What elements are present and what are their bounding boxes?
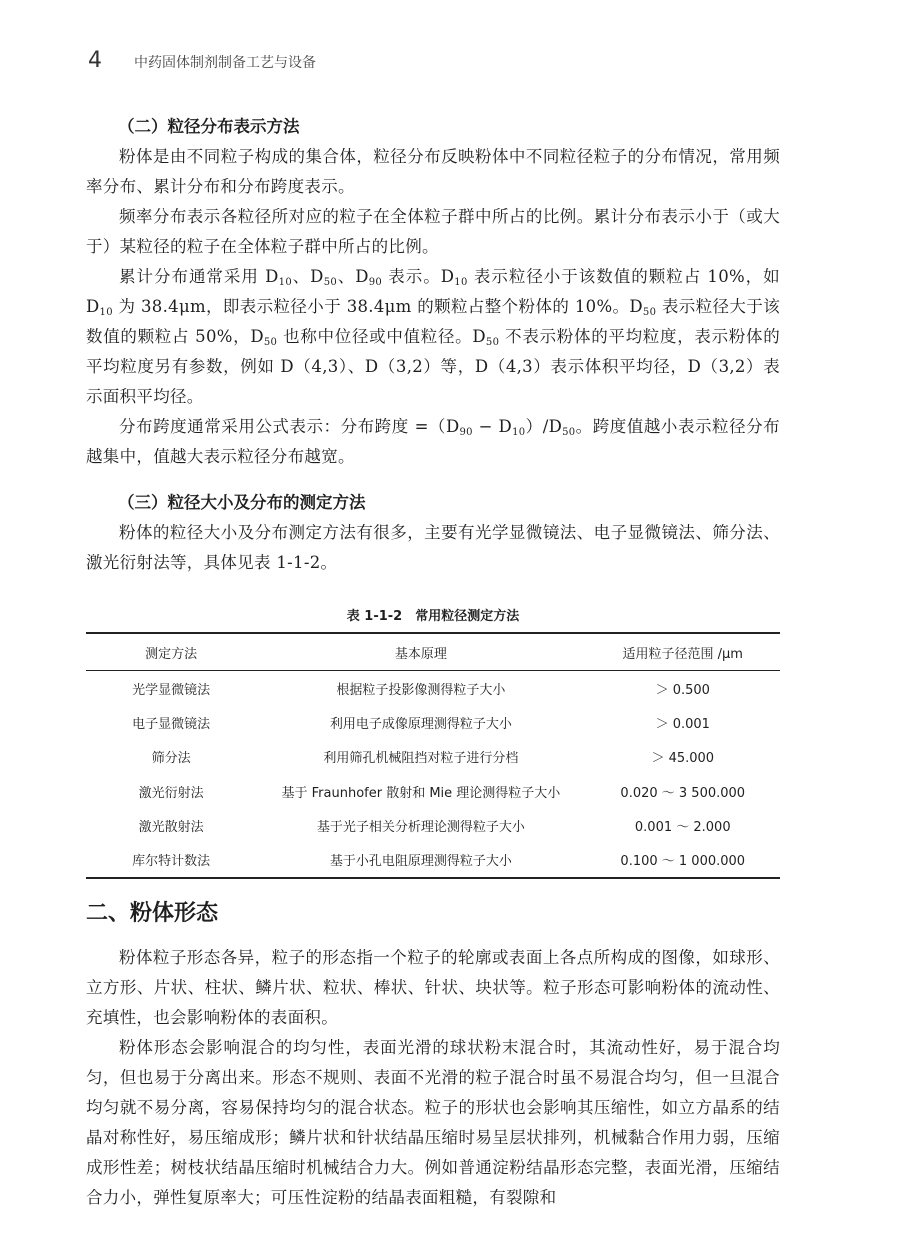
paragraph-measurement-methods: 粉体的粒径大小及分布测定方法有很多，主要有光学显微镜法、电子显微镜法、筛分法、激光衍射法等，具体见表 1-1-2。 [86, 523, 780, 572]
running-head-book-title: 中药固体制剂制备工艺与设备 [134, 55, 316, 71]
table-row [86, 842, 780, 877]
table-cell-principle: 基于小孔电阻原理测得粒子大小 [256, 842, 585, 877]
table-header-row [86, 633, 780, 671]
table-row [86, 808, 780, 842]
table-cell-principle: 基于 Fraunhofer 散射和 Mie 理论测得粒子大小 [281, 785, 561, 801]
table-cell-method: 激光衍射法 [138, 785, 204, 801]
table-cell-principle: 根据粒子投影像测得粒子大小 [336, 682, 506, 698]
table-row [86, 705, 780, 739]
table-cell-range: ＞ 45.000 [651, 751, 715, 767]
paragraph-distribution-intro: 粉体是由不同粒子构成的集合体，粒径分布反映粉体中不同粒径粒子的分布情况，常用频率分布、累计分布和分布跨度表示。 [86, 147, 780, 196]
table-cell-range: 0.020 ～ 3 500.000 [620, 785, 746, 801]
paragraph-morphology-mixing: 粉体形态会影响混合的均匀性，表面光滑的球状粉末混合时，其流动性好，易于混合均匀，但也易于分离出来。形态不规则、表面不光滑的粒子混合时虽不易混合均匀，但一旦混合均匀就不易分离，容易保持均匀的混合状态。粒子的形状也会影响其压缩性，如立方晶系的结晶对称性好，易压缩成形；鳞片状和针状结晶压缩时易呈层状排列，机械黏合作用力弱，压缩成形性差；树枝状结晶压缩时机械结合力大。例如普通淀粉结晶形态完整，表面光滑，压缩结合力小，弹性复原率大；可压性淀粉的结晶表面粗糙，有裂隙和 [86, 1037, 780, 1207]
paragraph-d-values: 累计分布通常采用 $D_{10}$、$D_{50}$、$D_{90}$ 表示。$D_{10}$ 表示粒径小于该数值的颗粒占 10%，如 $D_{10}$ 为 38.4μm，即表示粒径小于 38.4μm 的颗粒占整个粉体的 10%。$D_{50}$ 表示粒径大于该数值的颗粒占 50%，$D_{50}$ 也称中位径或中值粒径。$D_{50}$ 不表示粉体的平均粒度，表示粉体的平均粒度另有参数，例如 D（4,3）、D（3,2）等，D（4,3）表示体积平均径，D（3,2）表示面积平均径。 [86, 267, 781, 406]
table-cell-method: 电子显微镜法 [132, 716, 211, 732]
subsection-heading-distribution: （二）粒径分布表示方法 [118, 117, 300, 136]
table-cell-principle: 基于光子相关分析理论测得粒子大小 [316, 819, 525, 835]
table-cell-method: 光学显微镜法 [132, 682, 211, 698]
column-header-range: 适用粒子径范围 /μm [586, 633, 781, 671]
table-cell-principle: 利用电子成像原理测得粒子大小 [329, 716, 512, 732]
table-cell-method: 筛分法 [151, 751, 191, 767]
table-row [86, 671, 780, 706]
table-cell-method: 激光散射法 [138, 819, 204, 835]
table-cell-principle: 利用筛孔机械阻挡对粒子进行分档 [323, 751, 519, 767]
paragraph-frequency-cumulative: 频率分布表示各粒径所对应的粒子在全体粒子群中所占的比例。累计分布表示小于（或大于）某粒径的粒子在全体粒子群中所占的比例。 [86, 207, 780, 256]
column-header-method: 测定方法 [86, 633, 256, 671]
table-cell-range: ＞ 0.500 [655, 682, 710, 698]
paragraph-morphology-intro: 粉体粒子形态各异，粒子的形态指一个粒子的轮廓或表面上各点所构成的图像，如球形、立方形、片状、柱状、鳞片状、粒状、棒状、针状、块状等。粒子形态可影响粉体的流动性、充填性，也会影响粉体的表面积。 [86, 947, 780, 1027]
subsection-heading-measurement: （三）粒径大小及分布的测定方法 [118, 493, 366, 512]
table-cell-range: 0.001 ～ 2.000 [634, 819, 731, 835]
table-cell-method: 库尔特计数法 [86, 842, 256, 877]
table-row [86, 774, 780, 808]
particle-size-methods-table [86, 632, 780, 879]
table-row [86, 740, 780, 774]
page-content [86, 112, 780, 1213]
table-cell-range: 0.100 ～ 1 000.000 [586, 842, 781, 877]
page-number: 4 [88, 48, 102, 73]
paragraph-span-formula: 分布跨度通常采用公式表示：分布跨度 $=(D_{90} - D_{10})/D_{50}$。跨度值越小表示粒径分布越集中，值越大表示粒径分布越宽。 [86, 417, 780, 466]
table-cell-range: ＞ 0.001 [655, 716, 710, 732]
section-title-morphology: 二、粉体形态 [86, 899, 219, 926]
table-caption: 表 1-1-2 常用粒径测定方法 [346, 609, 520, 624]
column-header-principle: 基本原理 [256, 633, 585, 671]
